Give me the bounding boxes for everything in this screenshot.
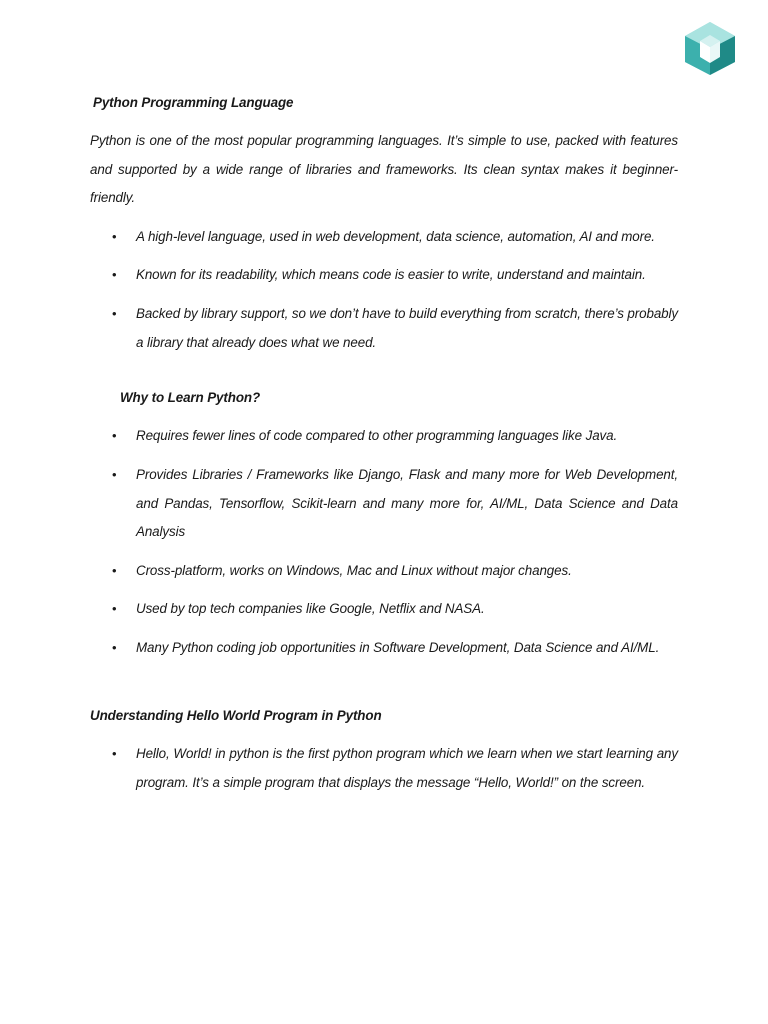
section-heading-why: Why to Learn Python? [120,390,261,405]
list-item: • Hello, World! in python is the first python program which we learn when we start learning any program. It’s a simple program that displays the message “Hello, World!” on the screen. [90,740,678,797]
section-heading-python: Python Programming Language [93,95,294,110]
list-item: • Provides Libraries / Frameworks like Django, Flask and many more for Web Development, and Pandas, Tensorflow, Scikit-learn and many more for, AI/ML, Data Science and Data Analysis [90,461,678,547]
bullet-icon: • [112,467,117,482]
cube-logo-icon [684,21,736,76]
list-item: • Requires fewer lines of code compared to other programming languages like Java. [90,422,678,451]
bullet-icon: • [112,428,117,443]
section-heading-hello-world: Understanding Hello World Program in Python [90,708,382,723]
bullet-icon: • [112,229,117,244]
list-item: • Cross-platform, works on Windows, Mac and Linux without major changes. [90,557,678,586]
list-item: • Many Python coding job opportunities in Software Development, Data Science and AI/ML. [90,634,678,663]
bullet-icon: • [112,746,117,761]
bullet-icon: • [112,640,117,655]
intro-paragraph: Python is one of the most popular programming languages. It’s simple to use, packed with features and supported by a wide range of libraries and frameworks. Its clean syntax makes it beginner-friendly. [90,133,678,205]
bullet-icon: • [112,267,117,282]
list-item: • Used by top tech companies like Google, Netflix and NASA. [90,595,678,624]
bullet-icon: • [112,306,117,321]
list-item: • Known for its readability, which means code is easier to write, understand and maintain. [90,261,678,290]
list-item: • Backed by library support, so we don’t have to build everything from scratch, there’s probably a library that already does what we need. [90,300,678,357]
bullet-icon: • [112,601,117,616]
bullet-icon: • [112,563,117,578]
list-item: • A high-level language, used in web development, data science, automation, AI and more. [90,223,678,252]
